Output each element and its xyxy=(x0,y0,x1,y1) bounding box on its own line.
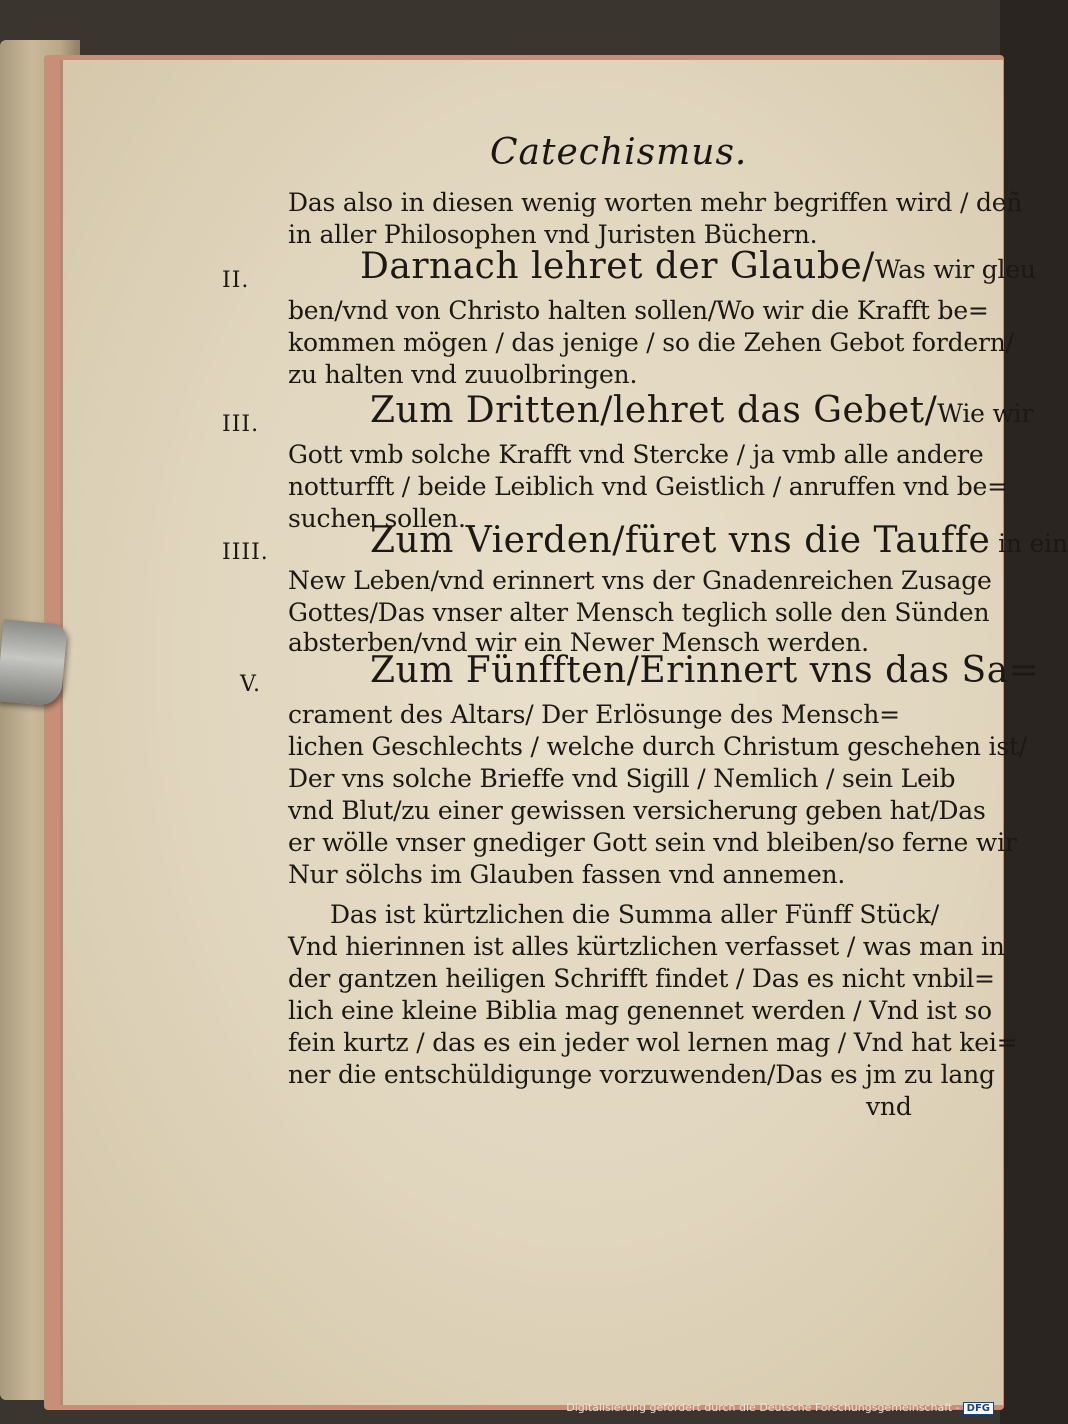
text-line: absterben/vnd wir ein Newer Mensch werden. xyxy=(288,628,869,657)
section-lead: Darnach lehret der Glaube/ xyxy=(360,246,875,287)
section-line xyxy=(370,390,1034,431)
text-line: Gott vmb solche Krafft vnd Stercke / ja vmb alle andere xyxy=(288,440,984,469)
text-line: vnd Blut/zu einer gewissen versicherung geben hat/Das xyxy=(288,796,986,825)
text-line: fein kurtz / das es ein jeder wol lernen mag / Vnd hat kei= xyxy=(288,1028,1018,1057)
section-lead: Zum Vierden/füret vns die Tauffe xyxy=(370,520,991,561)
section-marker: III. xyxy=(222,412,260,437)
text-line: Gottes/Das vnser alter Mensch teglich solle den Sünden xyxy=(288,598,990,627)
credit-text: Digitalisierung gefördert durch die Deutsche Forschungsgemeinschaft - xyxy=(566,1401,960,1414)
text-line: New Leben/vnd erinnert vns der Gnadenreichen Zusage xyxy=(288,566,992,595)
text-line: Das ist kürtzlichen die Summa aller Fünff Stück/ xyxy=(330,900,939,929)
catchword: vnd xyxy=(866,1092,912,1121)
running-head: Catechismus. xyxy=(490,132,748,173)
text-line: lich eine kleine Biblia mag genennet werden / Vnd ist so xyxy=(288,996,992,1025)
section-line xyxy=(360,246,1036,287)
section-marker: V. xyxy=(240,672,262,697)
section-lead-cont: Was wir gleu xyxy=(874,255,1036,284)
section-line xyxy=(370,650,1040,691)
text-line: in aller Philosophen vnd Juristen Büchern. xyxy=(288,220,818,249)
text-line: notturfft / beide Leiblich vnd Geistlich / anruffen vnd be= xyxy=(288,472,1008,501)
section-lead-cont: in ein xyxy=(998,529,1068,558)
dfg-logo: DFG xyxy=(963,1402,994,1415)
text-line: er wölle vnser gnediger Gott sein vnd bleiben/so ferne wir xyxy=(288,828,1017,857)
section-marker: II. xyxy=(222,268,250,293)
text-line: lichen Geschlechts / welche durch Christum geschehen ist/ xyxy=(288,732,1028,761)
section-lead-cont: Wie wir xyxy=(937,399,1034,428)
text-line: ben/vnd von Christo halten sollen/Wo wir die Krafft be= xyxy=(288,296,989,325)
text-line: Das also in diesen wenig worten mehr begriffen wird / deñ xyxy=(288,188,1023,217)
text-line: zu halten vnd zuuolbringen. xyxy=(288,360,638,389)
page-clip xyxy=(0,619,67,706)
text-line: kommen mögen / das jenige / so die Zehen Gebot fordern/ xyxy=(288,328,1014,357)
section-marker: IIII. xyxy=(222,540,269,565)
text-line: der gantzen heiligen Schrifft findet / Das es nicht vnbil= xyxy=(288,964,995,993)
digitization-credit xyxy=(566,1401,994,1415)
text-line: crament des Altars/ Der Erlösunge des Mensch= xyxy=(288,700,900,729)
text-line: Der vns solche Brieffe vnd Sigill / Nemlich / sein Leib xyxy=(288,764,956,793)
text-line: Vnd hierinnen ist alles kürtzlichen verfasset / was man in xyxy=(288,932,1005,961)
section-lead: Zum Fünfften/Erinnert vns das Sa= xyxy=(370,650,1040,691)
text-line: suchen sollen. xyxy=(288,504,466,533)
section-line xyxy=(370,520,1068,561)
section-lead: Zum Dritten/lehret das Gebet/ xyxy=(370,390,938,431)
text-line: ner die entschüldigunge vorzuwenden/Das es jm zu lang xyxy=(288,1060,995,1089)
text-line: Nur sölchs im Glauben fassen vnd annemen. xyxy=(288,860,846,889)
